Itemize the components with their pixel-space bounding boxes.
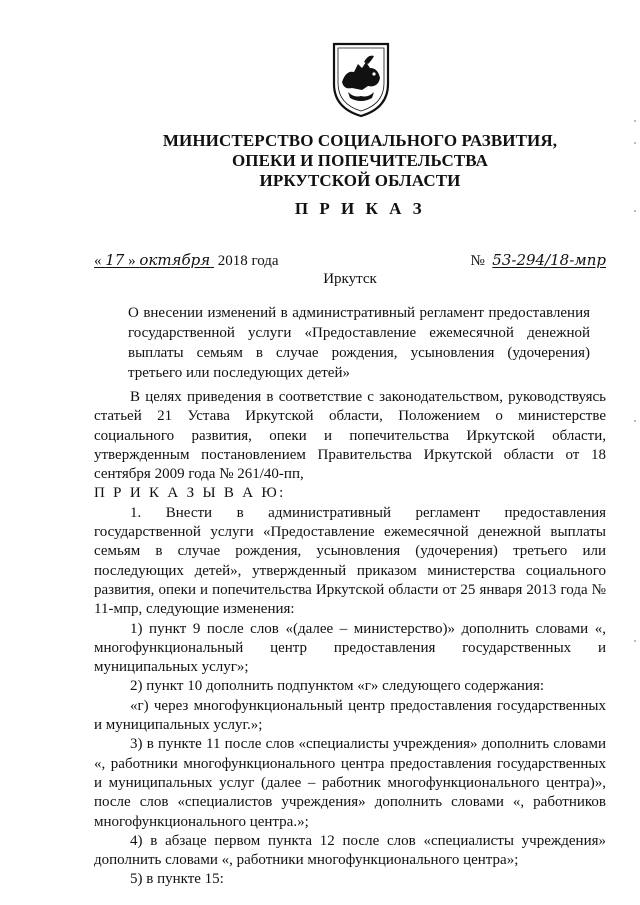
document-type-title: П Р И К А З [294,199,426,218]
paragraph-item-4: 4) в абзаце первом пункта 12 после слов «специалисты учреждения» дополнить словами «, работники многофункционального центра»; [94,832,606,869]
order-number [470,251,606,270]
orders-word: П Р И К А З Ы В А Ю: [94,485,286,502]
paragraph-item-3: 3) в пункте 11 после слов «специалисты учреждения» дополнить словами «, работники многофункционального центра предоставления государственных и муниципальных услуг (далее – работник многофункционального центра)», после слов «специалистов учреждения» дополнить словами «, работников многофункционального центра.»; [94,736,606,830]
scan-edge-marks [634,120,637,820]
number-label: № [470,253,485,269]
order-date [94,251,279,270]
ministry-name-line-2: ОПЕКИ И ПОПЕЧИТЕЛЬСТВА [231,151,489,170]
order-body [94,388,606,890]
handwritten-month: октября [139,251,211,269]
order-subject: О внесении изменений в административный регламент предоставления государственной услуги «Предоставление ежемесячной денежной выплаты семьям в случае рождения, усыновления (удочерения) третьего или последующих детей» [128,305,590,381]
paragraph-item-1: 1) пункт 9 после слов «(далее – министерство)» дополнить словами «, многофункциональный центр предоставления государственных и муниципальных услуг»; [94,620,606,676]
ministry-name-line-1: МИНИСТЕРСТВО СОЦИАЛЬНОГО РАЗВИТИЯ, [162,131,558,150]
irkutsk-coat-of-arms-icon [328,38,394,120]
handwritten-day: 17 [105,251,125,269]
handwritten-number: 53-294/18-мпр [492,251,606,269]
date-quote-open: « [94,253,102,269]
ministry-name-line-3: ИРКУТСКОЙ ОБЛАСТИ [259,171,461,190]
paragraph-1: 1. Внести в административный регламент предоставления государственной услуги «Предоставление ежемесячной денежной выплаты семьям в случае рождения, усыновления (удочерения) третьего или последующих детей», утвержденный приказом министерства социального развития, опеки и попечительства Иркутской области от 25 января 2013 года № 11-мпр, следующие изменения: [94,504,606,618]
date-year: 2018 года [217,253,279,269]
preamble-paragraph: В целях приведения в соответствие с законодательством, руководствуясь статьей 21 Устава Иркутской области, Положением о министерстве социального развития, опеки и попечительства Иркутской области, утвержденным постановлением Правительства Иркутской области от 18 сентября 2009 года № 261/40-пп, [94,389,606,483]
paragraph-item-5: 5) в пункте 15: [130,871,224,888]
paragraph-item-2: 2) пункт 10 дополнить подпунктом «г» следующего содержания: [130,678,545,695]
date-quote-close: » [128,253,136,269]
paragraph-item-2-text: «г) через многофункциональный центр предоставления государственных и муниципальных услуг.»; [94,697,606,734]
city-name: Иркутск [323,271,377,287]
